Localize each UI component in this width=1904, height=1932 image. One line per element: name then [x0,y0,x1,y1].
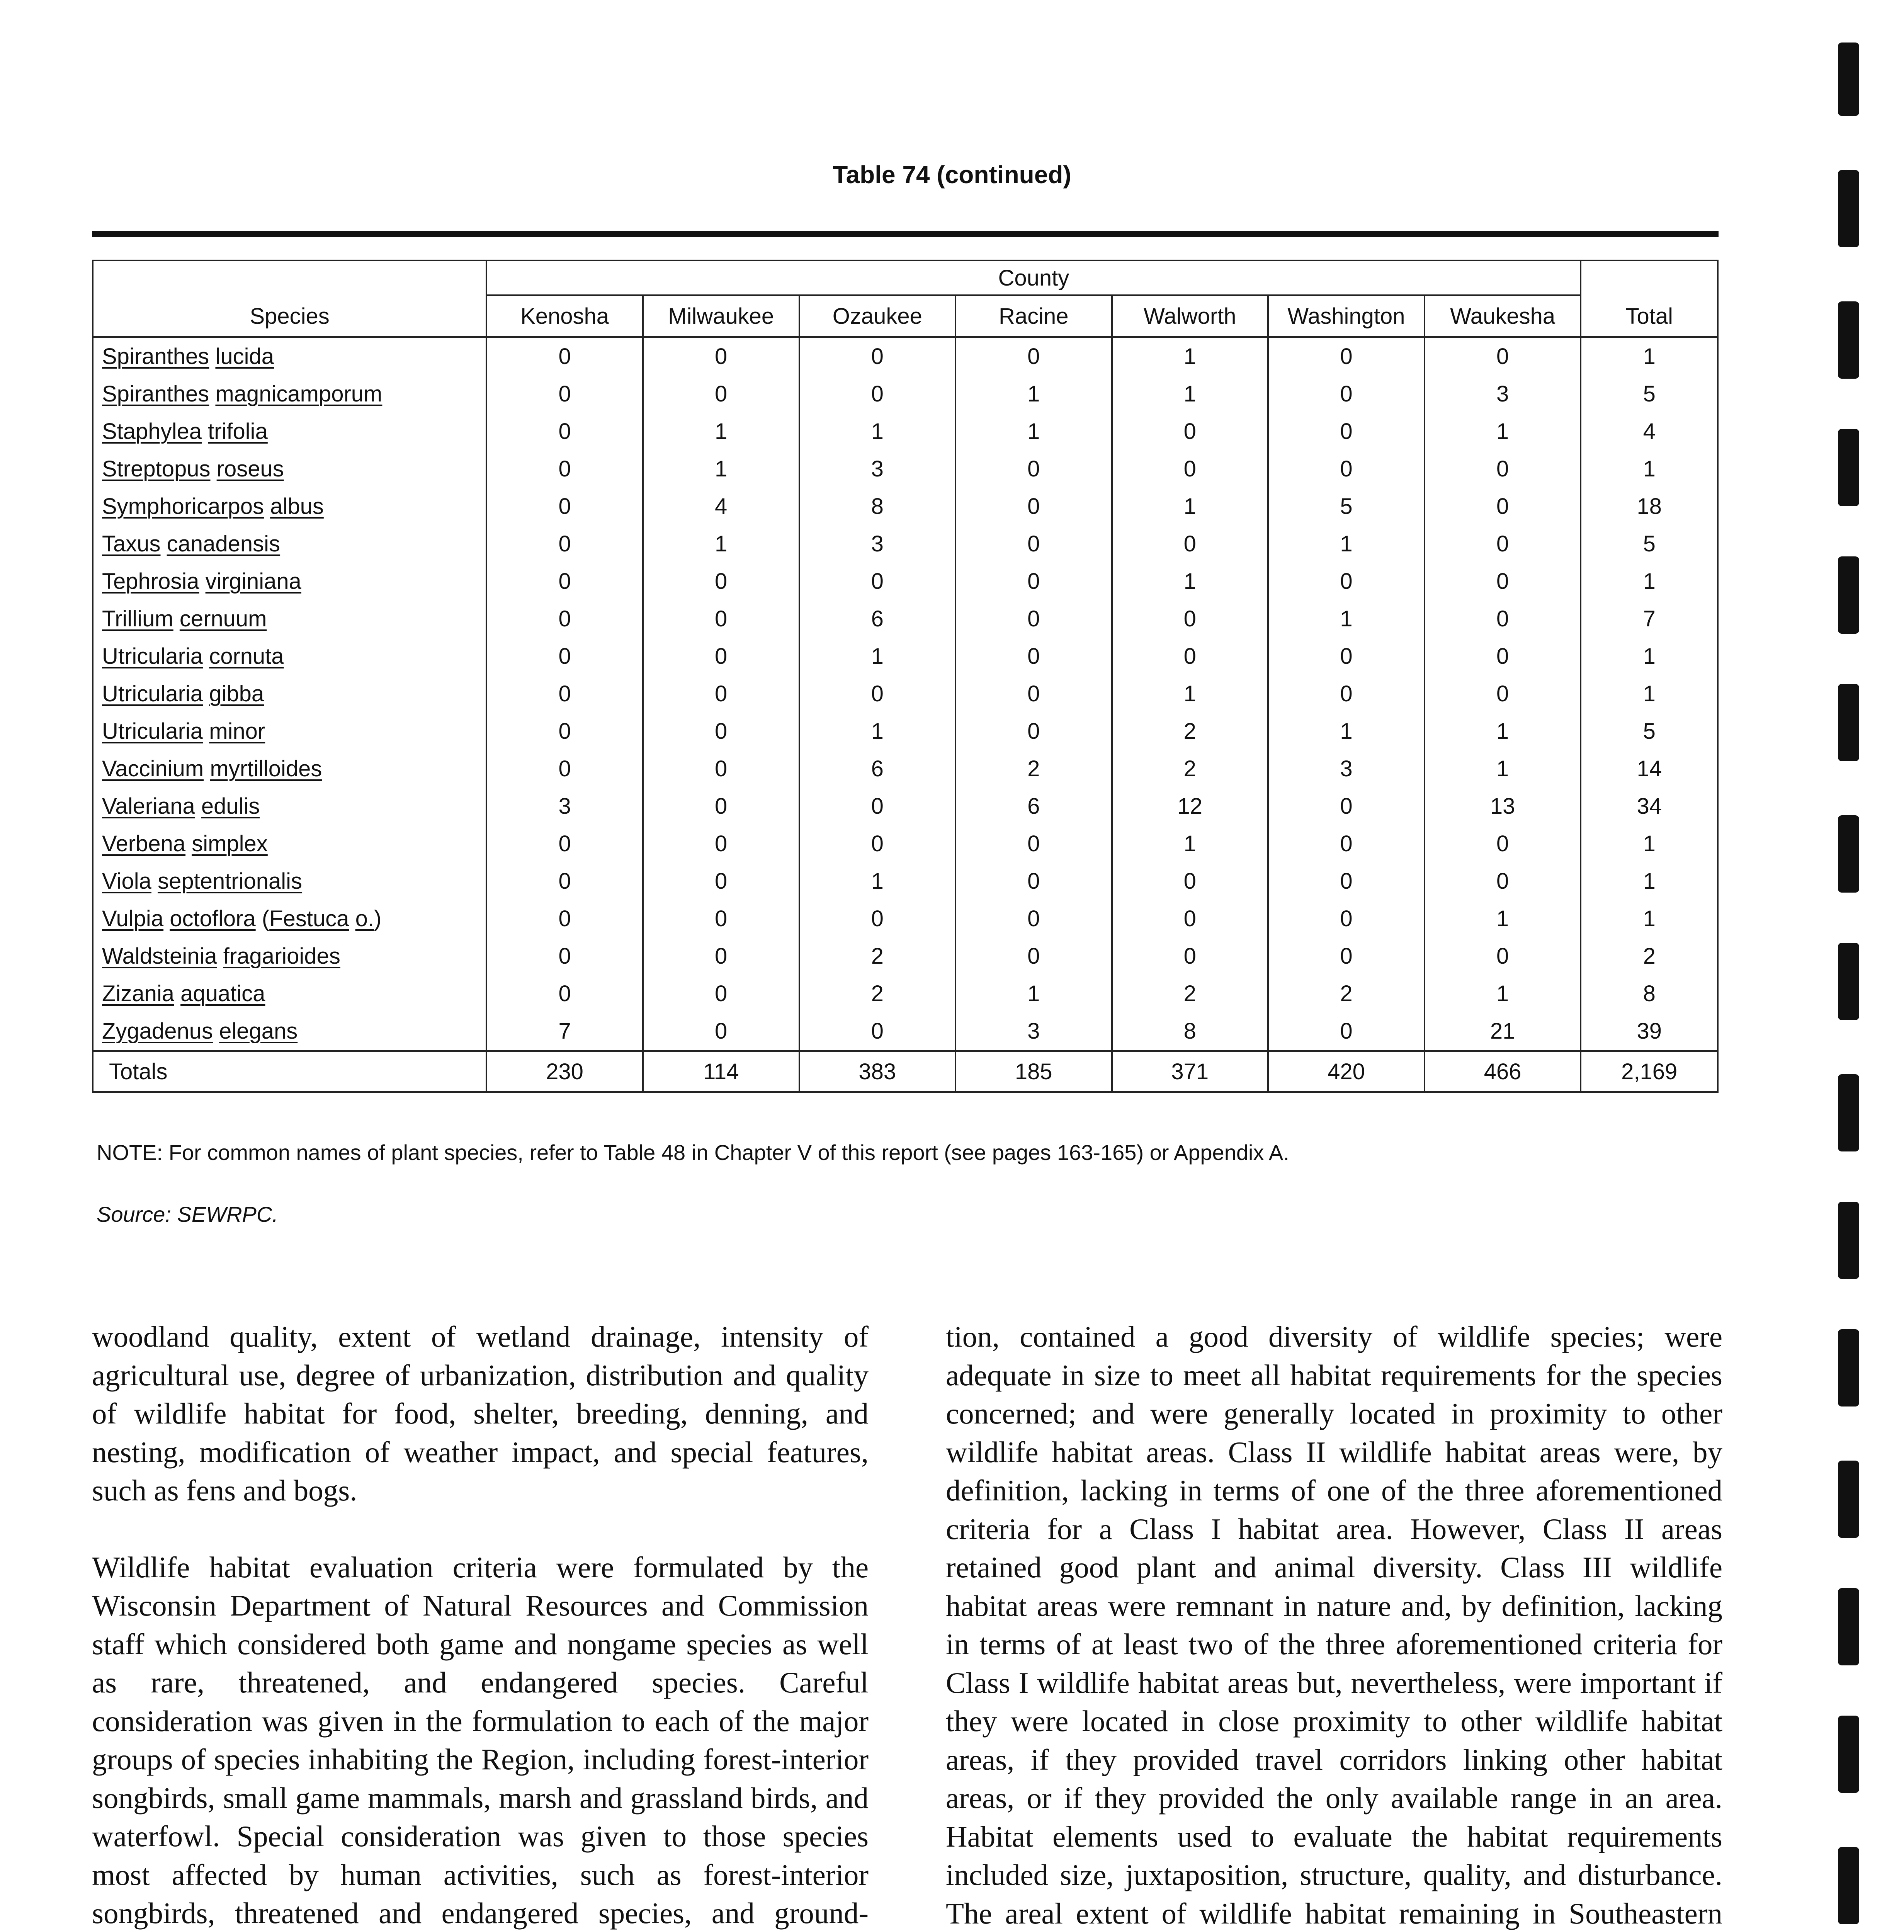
county-value-cell: 0 [1268,413,1425,450]
total-cell: 4 [1581,413,1718,450]
county-value-cell: 3 [486,787,643,825]
county-value-cell: 0 [1268,638,1425,675]
species-name-cell [93,337,486,375]
total-cell: 1 [1581,900,1718,937]
county-value-cell: 7 [486,1012,643,1051]
total-cell: 7 [1581,600,1718,638]
county-value-cell: 0 [643,937,799,975]
genus-name: Utricularia [102,644,203,669]
county-value-cell: 0 [955,525,1112,563]
county-value-cell: 0 [643,375,799,413]
genus-name: Waldsteinia [102,944,217,969]
county-value-cell: 12 [1112,787,1268,825]
county-total-cell: 371 [1112,1051,1268,1092]
genus-name: Verbena [102,831,186,856]
table-row [93,713,1718,750]
county-value-cell: 0 [1425,488,1581,525]
county-value-cell: 1 [955,975,1112,1012]
genus-name: Taxus [102,531,161,556]
county-value-cell: 1 [1425,713,1581,750]
county-value-cell: 1 [1425,900,1581,937]
county-value-cell: 0 [1268,937,1425,975]
county-value-cell: 2 [799,975,956,1012]
total-cell: 2 [1581,937,1718,975]
body-column-left [92,1318,869,1932]
county-value-cell: 0 [643,713,799,750]
county-total-cell: 185 [955,1051,1112,1092]
total-cell: 1 [1581,337,1718,375]
county-group-header: County [486,260,1581,295]
genus-name: Symphoricarpos [102,494,264,519]
genus-name: Utricularia [102,681,203,706]
county-value-cell: 0 [486,713,643,750]
county-value-cell: 0 [643,787,799,825]
county-value-cell: 2 [1112,750,1268,787]
county-value-cell: 0 [1268,450,1425,488]
species-name-cell [93,862,486,900]
species-epithet: lucida [215,344,274,369]
county-value-cell: 0 [1425,337,1581,375]
county-value-cell: 0 [486,525,643,563]
county-value-cell: 3 [1425,375,1581,413]
county-header: Racine [955,295,1112,337]
table-row [93,638,1718,675]
total-cell: 1 [1581,862,1718,900]
table-row [93,600,1718,638]
county-header: Waukesha [1425,295,1581,337]
scan-edge-mark [1838,43,1859,116]
total-cell: 5 [1581,375,1718,413]
county-value-cell: 1 [1112,675,1268,713]
synonym-open-paren: ( [262,906,270,931]
table-top-rule [92,231,1719,237]
synonym-genus: Festuca [269,906,349,931]
county-value-cell: 0 [1425,563,1581,600]
county-value-cell: 2 [799,937,956,975]
species-epithet: simplex [192,831,268,856]
county-value-cell: 1 [955,413,1112,450]
table-row [93,375,1718,413]
species-name-cell [93,488,486,525]
county-value-cell: 0 [1425,450,1581,488]
county-value-cell: 1 [1268,600,1425,638]
table-row [93,787,1718,825]
county-value-cell: 6 [955,787,1112,825]
scan-edge-mark [1838,1588,1859,1665]
scan-edge-mark [1838,1329,1859,1406]
county-value-cell: 0 [1112,525,1268,563]
county-value-cell: 0 [799,787,956,825]
county-value-cell: 2 [1112,713,1268,750]
county-value-cell: 1 [1425,413,1581,450]
species-header: Species [93,260,486,337]
county-header: Walworth [1112,295,1268,337]
county-value-cell: 0 [1112,638,1268,675]
county-value-cell: 0 [1268,563,1425,600]
county-value-cell: 0 [1425,825,1581,862]
county-value-cell: 0 [955,563,1112,600]
species-epithet: edulis [201,794,260,819]
table-row [93,413,1718,450]
county-value-cell: 0 [486,825,643,862]
scan-edge-mark [1838,1074,1859,1151]
county-value-cell: 21 [1425,1012,1581,1051]
county-value-cell: 0 [955,638,1112,675]
county-value-cell: 1 [1112,337,1268,375]
total-cell: 39 [1581,1012,1718,1051]
species-name-cell [93,525,486,563]
county-value-cell: 0 [1268,1012,1425,1051]
county-value-cell: 0 [799,1012,956,1051]
county-value-cell: 1 [1112,825,1268,862]
county-value-cell: 0 [799,375,956,413]
species-name-cell [93,937,486,975]
county-value-cell: 0 [1112,900,1268,937]
totals-label: Totals [93,1051,486,1092]
species-name-cell [93,375,486,413]
scan-edge-mark [1838,815,1859,893]
scan-edge-mark [1838,301,1859,379]
species-name-cell [93,600,486,638]
county-value-cell: 0 [1112,600,1268,638]
species-epithet: virginiana [205,569,301,594]
county-value-cell: 1 [643,525,799,563]
county-value-cell: 2 [1112,975,1268,1012]
county-value-cell: 0 [643,862,799,900]
county-value-cell: 1 [1112,488,1268,525]
county-value-cell: 0 [643,638,799,675]
county-value-cell: 2 [955,750,1112,787]
county-value-cell: 0 [1112,413,1268,450]
county-value-cell: 0 [1425,937,1581,975]
table-row [93,525,1718,563]
county-value-cell: 3 [955,1012,1112,1051]
county-value-cell: 1 [799,713,956,750]
county-value-cell: 0 [955,900,1112,937]
species-epithet: cornuta [209,644,284,669]
species-name-cell [93,750,486,787]
county-value-cell: 0 [1268,787,1425,825]
county-value-cell: 8 [799,488,956,525]
total-cell: 1 [1581,675,1718,713]
species-name-cell [93,825,486,862]
table-title: Table 74 (continued) [833,161,1071,189]
county-total-cell: 383 [799,1051,956,1092]
genus-name: Vulpia [102,906,164,931]
county-value-cell: 0 [1425,675,1581,713]
table-row [93,1012,1718,1051]
county-value-cell: 13 [1425,787,1581,825]
county-value-cell: 0 [799,337,956,375]
paragraph: tion, contained a good diversity of wildlife species; were adequate in size to meet all habitat requirements for the species concerned; and were generally located in proximity to other wildlife habitat areas. Class II wildlife habitat areas were, by definition, lacking in terms of one of the three aforementioned criteria for a Class I habitat area. However, Class II areas retained good plant and animal diversity. Class III wildlife habitat areas were remnant in nature and, by definition, lacking in terms of at least two of the three aforementioned criteria for Class I wildlife habitat areas but, nevertheless, were important if they were located in close proximity to other wildlife habitat areas, if they provided travel corridors linking other habitat areas, or if they provided the only available range in an area. Habitat elements used to evaluate the habitat requirements included size, juxtaposition, structure, quality, and disturbance. The areal extent of wildlife habitat remaining in Southeastern [946,1320,1722,1930]
county-value-cell: 0 [1112,450,1268,488]
county-value-cell: 0 [799,900,956,937]
county-value-cell: 3 [799,450,956,488]
total-cell: 1 [1581,563,1718,600]
county-value-cell: 0 [643,900,799,937]
table-row [93,450,1718,488]
county-total-cell: 466 [1425,1051,1581,1092]
county-value-cell: 0 [486,750,643,787]
county-value-cell: 0 [955,937,1112,975]
grand-total-cell: 2,169 [1581,1051,1718,1092]
total-cell: 34 [1581,787,1718,825]
genus-name: Streptopus [102,456,211,481]
species-epithet: minor [209,719,265,744]
county-value-cell: 0 [1268,900,1425,937]
scan-edge-mark [1838,170,1859,247]
county-total-cell: 114 [643,1051,799,1092]
county-value-cell: 1 [1425,975,1581,1012]
county-value-cell: 5 [1268,488,1425,525]
species-epithet: myrtilloides [210,756,322,781]
county-value-cell: 0 [1112,862,1268,900]
species-name-cell [93,413,486,450]
species-name-cell [93,563,486,600]
county-value-cell: 0 [486,563,643,600]
county-value-cell: 0 [643,600,799,638]
genus-name: Utricularia [102,719,203,744]
species-epithet: albus [270,494,324,519]
table-row [93,975,1718,1012]
county-value-cell: 0 [955,862,1112,900]
table-row [93,488,1718,525]
county-value-cell: 0 [643,337,799,375]
county-value-cell: 0 [955,713,1112,750]
genus-name: Viola [102,869,151,894]
county-value-cell: 0 [1425,600,1581,638]
county-value-cell: 0 [486,975,643,1012]
county-value-cell: 1 [1112,375,1268,413]
county-value-cell: 0 [955,600,1112,638]
genus-name: Zizania [102,981,174,1006]
county-value-cell: 0 [486,638,643,675]
genus-name: Spiranthes [102,344,209,369]
totals-row [93,1051,1718,1092]
county-value-cell: 0 [1268,337,1425,375]
county-value-cell: 0 [486,488,643,525]
total-header: Total [1581,260,1718,337]
synonym-species: o. [355,906,374,931]
species-name-cell [93,675,486,713]
county-value-cell: 0 [486,450,643,488]
total-cell: 18 [1581,488,1718,525]
county-value-cell: 0 [955,450,1112,488]
county-value-cell: 0 [799,675,956,713]
table-row [93,862,1718,900]
species-name-cell [93,450,486,488]
species-name-cell [93,975,486,1012]
county-value-cell: 1 [799,862,956,900]
scan-edge-mark [1838,684,1859,761]
county-value-cell: 1 [643,413,799,450]
species-epithet: roseus [216,456,284,481]
county-value-cell: 0 [955,825,1112,862]
species-county-table [92,260,1719,1093]
county-header: Ozaukee [799,295,956,337]
scan-edge-mark [1838,1202,1859,1279]
species-epithet: elegans [219,1019,298,1044]
county-value-cell: 0 [643,675,799,713]
county-value-cell: 0 [1268,375,1425,413]
species-epithet: cernuum [179,606,267,631]
county-total-cell: 230 [486,1051,643,1092]
county-value-cell: 1 [1268,713,1425,750]
county-value-cell: 0 [486,862,643,900]
species-epithet: canadensis [167,531,280,556]
genus-name: Vaccinium [102,756,204,781]
species-epithet: aquatica [180,981,265,1006]
county-value-cell: 0 [1112,937,1268,975]
scan-edge-mark [1838,556,1859,634]
county-value-cell: 0 [955,675,1112,713]
county-header: Washington [1268,295,1425,337]
county-header: Kenosha [486,295,643,337]
total-cell: 14 [1581,750,1718,787]
body-column-right [946,1318,1722,1932]
total-cell: 8 [1581,975,1718,1012]
county-value-cell: 6 [799,600,956,638]
genus-name: Zygadenus [102,1019,213,1044]
species-epithet: trifolia [208,419,268,444]
county-value-cell: 0 [486,337,643,375]
genus-name: Spiranthes [102,381,209,406]
county-value-cell: 1 [1425,750,1581,787]
county-value-cell: 0 [486,675,643,713]
species-epithet: septentrionalis [158,869,303,894]
table-row [93,750,1718,787]
county-value-cell: 0 [1268,862,1425,900]
total-cell: 5 [1581,525,1718,563]
county-value-cell: 0 [486,937,643,975]
county-value-cell: 0 [486,413,643,450]
county-value-cell: 0 [799,825,956,862]
total-cell: 1 [1581,450,1718,488]
species-name-cell [93,900,486,937]
county-value-cell: 1 [955,375,1112,413]
county-value-cell: 1 [643,450,799,488]
table-row [93,900,1718,937]
county-value-cell: 1 [799,638,956,675]
species-epithet: fragarioides [223,944,340,969]
county-value-cell: 0 [1425,525,1581,563]
table-note: NOTE: For common names of plant species, refer to Table 48 in Chapter V of this report (see pages 163-165) or Appendix A. [97,1140,1289,1165]
county-value-cell: 0 [1268,675,1425,713]
species-epithet: gibba [209,681,264,706]
county-value-cell: 1 [1268,525,1425,563]
county-header: Milwaukee [643,295,799,337]
county-value-cell: 0 [643,825,799,862]
county-value-cell: 0 [486,900,643,937]
county-value-cell: 0 [799,563,956,600]
table-row [93,825,1718,862]
species-epithet: magnicamporum [215,381,382,406]
county-value-cell: 0 [643,1012,799,1051]
species-name-cell [93,638,486,675]
county-value-cell: 4 [643,488,799,525]
county-value-cell: 0 [955,488,1112,525]
genus-name: Tephrosia [102,569,199,594]
genus-name: Staphylea [102,419,202,444]
county-value-cell: 2 [1268,975,1425,1012]
scan-edge-mark [1838,1847,1859,1924]
county-value-cell: 0 [1425,862,1581,900]
county-value-cell: 0 [1268,825,1425,862]
table-row [93,563,1718,600]
county-value-cell: 0 [1425,638,1581,675]
paragraph: woodland quality, extent of wetland drainage, intensity of agricultural use, degree of urbanization, distribution and quality of wildlife habitat for food, shelter, breeding, denning, and nesting, modification of weather impact, and special features, such as fens and bogs. [92,1320,869,1507]
county-value-cell: 0 [955,337,1112,375]
species-name-cell [93,787,486,825]
scan-edge-mark [1838,429,1859,506]
county-value-cell: 6 [799,750,956,787]
county-value-cell: 0 [643,563,799,600]
total-cell: 1 [1581,638,1718,675]
county-value-cell: 1 [799,413,956,450]
county-total-cell: 420 [1268,1051,1425,1092]
county-value-cell: 1 [1112,563,1268,600]
county-value-cell: 3 [1268,750,1425,787]
county-value-cell: 0 [643,750,799,787]
species-epithet: octoflora [170,906,256,931]
county-value-cell: 0 [643,975,799,1012]
species-name-cell [93,1012,486,1051]
county-value-cell: 8 [1112,1012,1268,1051]
table-source: Source: SEWRPC. [97,1202,278,1226]
genus-name: Valeriana [102,794,195,819]
county-value-cell: 0 [486,375,643,413]
scan-edge-mark [1838,943,1859,1020]
table-row [93,675,1718,713]
table-row [93,337,1718,375]
synonym-close-paren: ) [374,906,382,931]
species-name-cell [93,713,486,750]
scan-edge-mark [1838,1461,1859,1538]
county-value-cell: 0 [486,600,643,638]
county-value-cell: 3 [799,525,956,563]
genus-name: Trillium [102,606,173,631]
scan-edge-mark [1838,1716,1859,1793]
table-row [93,937,1718,975]
total-cell: 1 [1581,825,1718,862]
paragraph: Wildlife habitat evaluation criteria were formulated by the Wisconsin Department of Natural Resources and Commission staff which considered both game and nongame species as well as rare, threatened, and endangered species. Careful consideration was given in the formulation to each of the major groups of species inhabiting the Region, including forest-interior songbirds, small game mammals, marsh and grassland birds, and waterfowl. Special consideration was given to those species most affected by human activities, such as forest-interior songbirds, threatened and endangered species, and ground- [92,1550,869,1930]
table-body [93,337,1718,1092]
total-cell: 5 [1581,713,1718,750]
